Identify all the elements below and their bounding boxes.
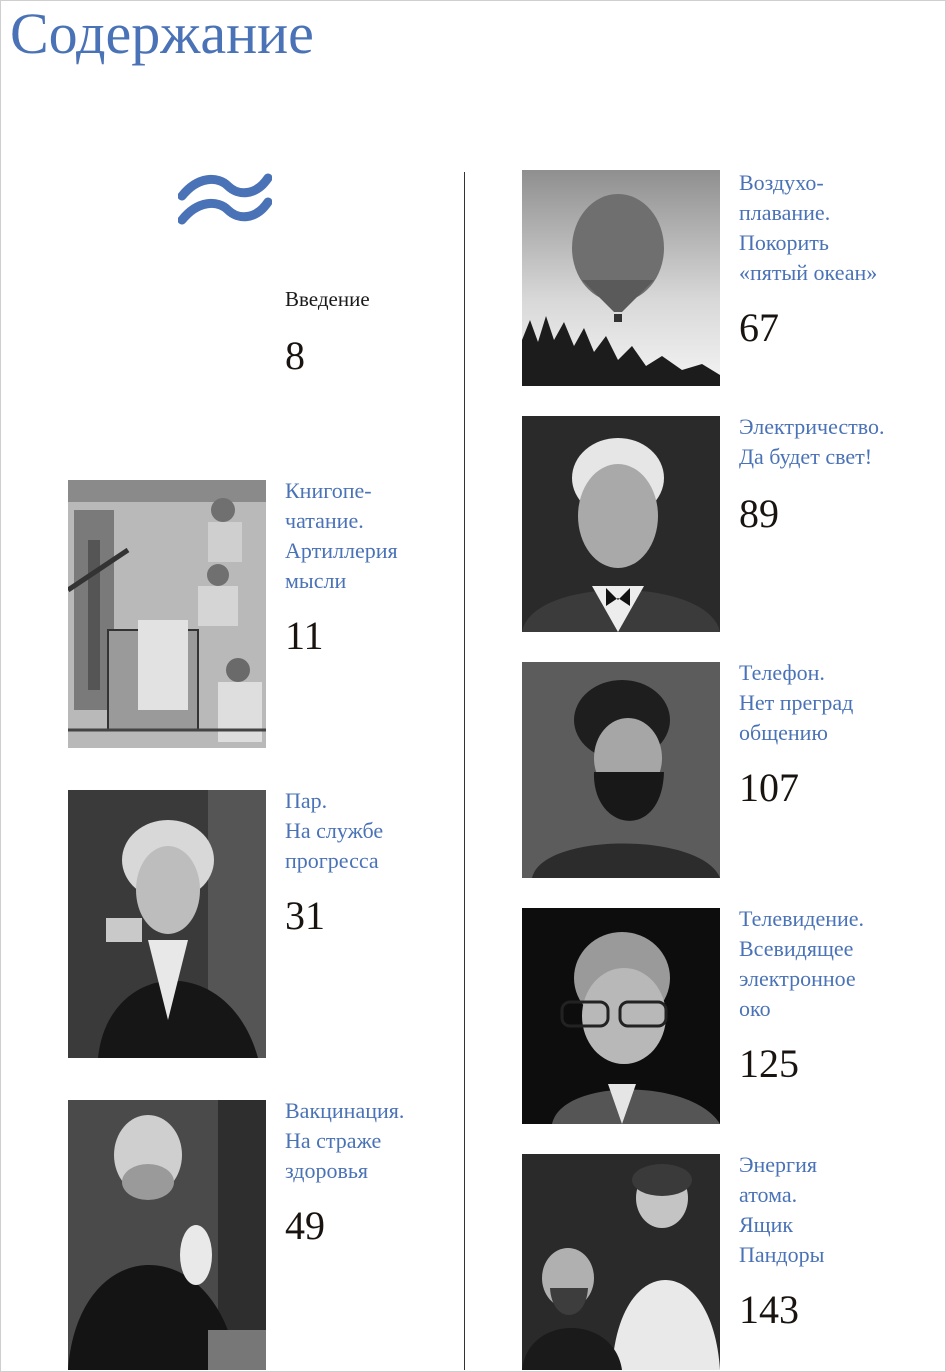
- toc-entry-title[interactable]: Телевидение. Всевидящее электронное око: [739, 906, 865, 1021]
- toc-entry-page[interactable]: 143: [739, 1287, 799, 1332]
- toc-entry-page[interactable]: 31: [285, 893, 325, 938]
- toc-intro-title[interactable]: Введение: [285, 287, 370, 311]
- column-divider: [464, 172, 465, 1370]
- toc-entry-page[interactable]: 89: [739, 491, 779, 536]
- portrait-electricity-inventor: [522, 416, 720, 632]
- approx-sign-icon: [178, 172, 272, 226]
- toc-entry-page[interactable]: 49: [285, 1203, 325, 1248]
- printing-press-engraving: [68, 480, 266, 748]
- portrait-television-inventor: [522, 908, 720, 1124]
- portrait-scientist-with-flask: [68, 1100, 266, 1370]
- toc-intro-page[interactable]: 8: [285, 333, 305, 378]
- portrait-couple-physicists: [522, 1154, 720, 1370]
- toc-entry-title[interactable]: Электричество. Да будет свет!: [739, 414, 885, 469]
- portrait-telephone-inventor: [522, 662, 720, 878]
- toc-entry-title[interactable]: Книгопе- чатание. Артиллерия мысли: [285, 478, 398, 593]
- portrait-steam-inventor: [68, 790, 266, 1058]
- toc-entry-page[interactable]: 107: [739, 765, 799, 810]
- toc-entry-page[interactable]: 11: [285, 613, 324, 658]
- hot-air-balloon-photo: [522, 170, 720, 386]
- toc-entry-title[interactable]: Пар. На службе прогресса: [285, 788, 384, 873]
- page-title: Содержание: [10, 1, 314, 66]
- toc-entry-page[interactable]: 67: [739, 305, 779, 350]
- toc-entry-title[interactable]: Энергия атома. Ящик Пандоры: [739, 1152, 825, 1267]
- toc-entry-title[interactable]: Воздухо- плавание. Покорить «пятый океан»: [739, 170, 878, 285]
- toc-entry-title[interactable]: Вакцинация. На страже здоровья: [285, 1098, 405, 1183]
- toc-entry-title[interactable]: Телефон. Нет преград общению: [739, 660, 854, 745]
- toc-entry-page[interactable]: 125: [739, 1041, 799, 1086]
